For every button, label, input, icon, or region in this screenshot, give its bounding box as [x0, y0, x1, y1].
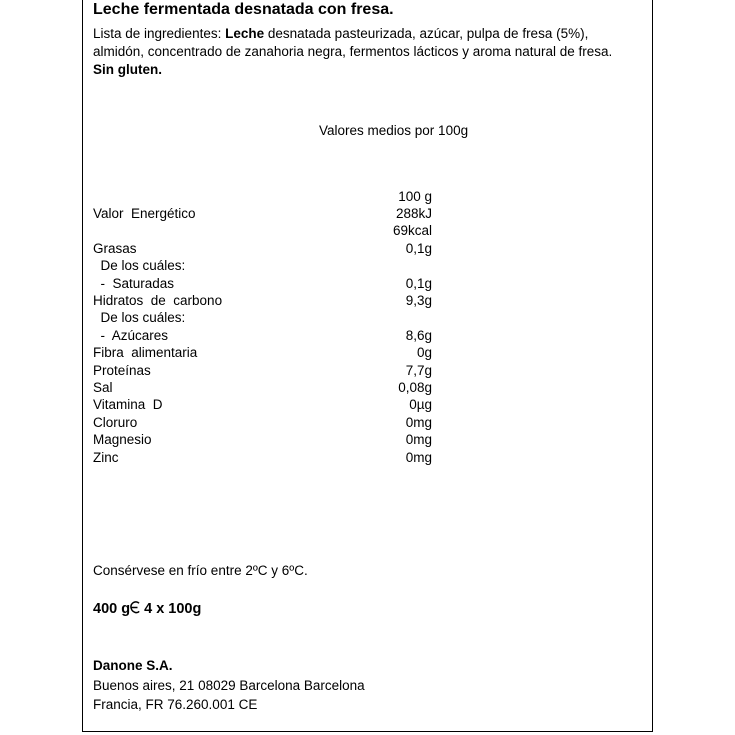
- storage-instructions: Consérvese en frío entre 2ºC y 6ºC.: [93, 563, 308, 578]
- ingredient-leche: Leche: [225, 26, 265, 41]
- nutrient-value: 0mg: [405, 432, 432, 448]
- product-title: Leche fermentada desnatada con fresa.: [93, 1, 394, 18]
- nutrient-value: 69kcal: [392, 223, 432, 239]
- gluten-free-claim: Sin gluten.: [93, 62, 162, 77]
- net-weight: [93, 601, 201, 617]
- nutrient-name: Magnesio: [93, 432, 152, 448]
- nutrient-name: Vitamina D: [93, 397, 163, 413]
- net-weight-value: 400 g: [93, 601, 131, 617]
- ingredients-prefix: Lista de ingredientes:: [93, 26, 226, 41]
- company-address: [93, 676, 365, 714]
- nutrient-name: Sal: [93, 380, 113, 395]
- nutrient-value: 0,08g: [398, 380, 432, 395]
- estimated-e-mark-icon: [130, 601, 140, 614]
- nutrient-name: De los cuáles:: [93, 310, 186, 326]
- nutrient-name: Grasas: [93, 240, 137, 256]
- nutrition-heading: Valores medios por 100g: [319, 123, 469, 138]
- nutrient-value: 0g: [416, 345, 432, 361]
- nutrient-name: Proteínas: [93, 362, 151, 378]
- nutrient-value: 0µg: [409, 397, 432, 413]
- address-line-2: Francia, FR 76.260.001 CE: [93, 697, 258, 712]
- nutrition-column-header: 100 g: [398, 189, 432, 204]
- product-label: [82, 0, 653, 732]
- nutrient-name: Fibra alimentaria: [93, 345, 198, 361]
- nutrient-name: - Azúcares: [93, 327, 169, 343]
- nutrient-value: 0,1g: [405, 240, 432, 256]
- nutrient-name: Hidratos de carbono: [93, 293, 223, 308]
- pack-format: 4 x 100g: [140, 601, 202, 617]
- nutrient-name: Zinc: [93, 449, 119, 465]
- nutrient-value: 0mg: [405, 449, 432, 465]
- company-name: Danone S.A.: [93, 658, 173, 673]
- nutrient-name: Cloruro: [93, 414, 138, 430]
- nutrient-name: - Saturadas: [93, 275, 175, 291]
- nutrient-value: 0mg: [405, 414, 432, 430]
- address-line-1: Buenos aires, 21 08029 Barcelona Barcelona: [93, 678, 365, 693]
- nutrient-value: 0,1g: [405, 275, 432, 291]
- ingredients-list: [93, 25, 633, 79]
- nutrient-value: 9,3g: [405, 293, 432, 308]
- nutrient-value: 7,7g: [405, 362, 432, 378]
- nutrient-value: 8,6g: [405, 327, 432, 343]
- nutrient-value: 288kJ: [395, 206, 432, 221]
- nutrient-name: Valor Energético: [93, 206, 196, 221]
- ingredients-rest: desnatada pasteurizada, azúcar, pulpa de fresa (5%), almidón, concentrado de zanahoria negra, fermentos lácticos y aroma natural de fresa.: [93, 26, 613, 59]
- nutrient-name: De los cuáles:: [93, 258, 186, 274]
